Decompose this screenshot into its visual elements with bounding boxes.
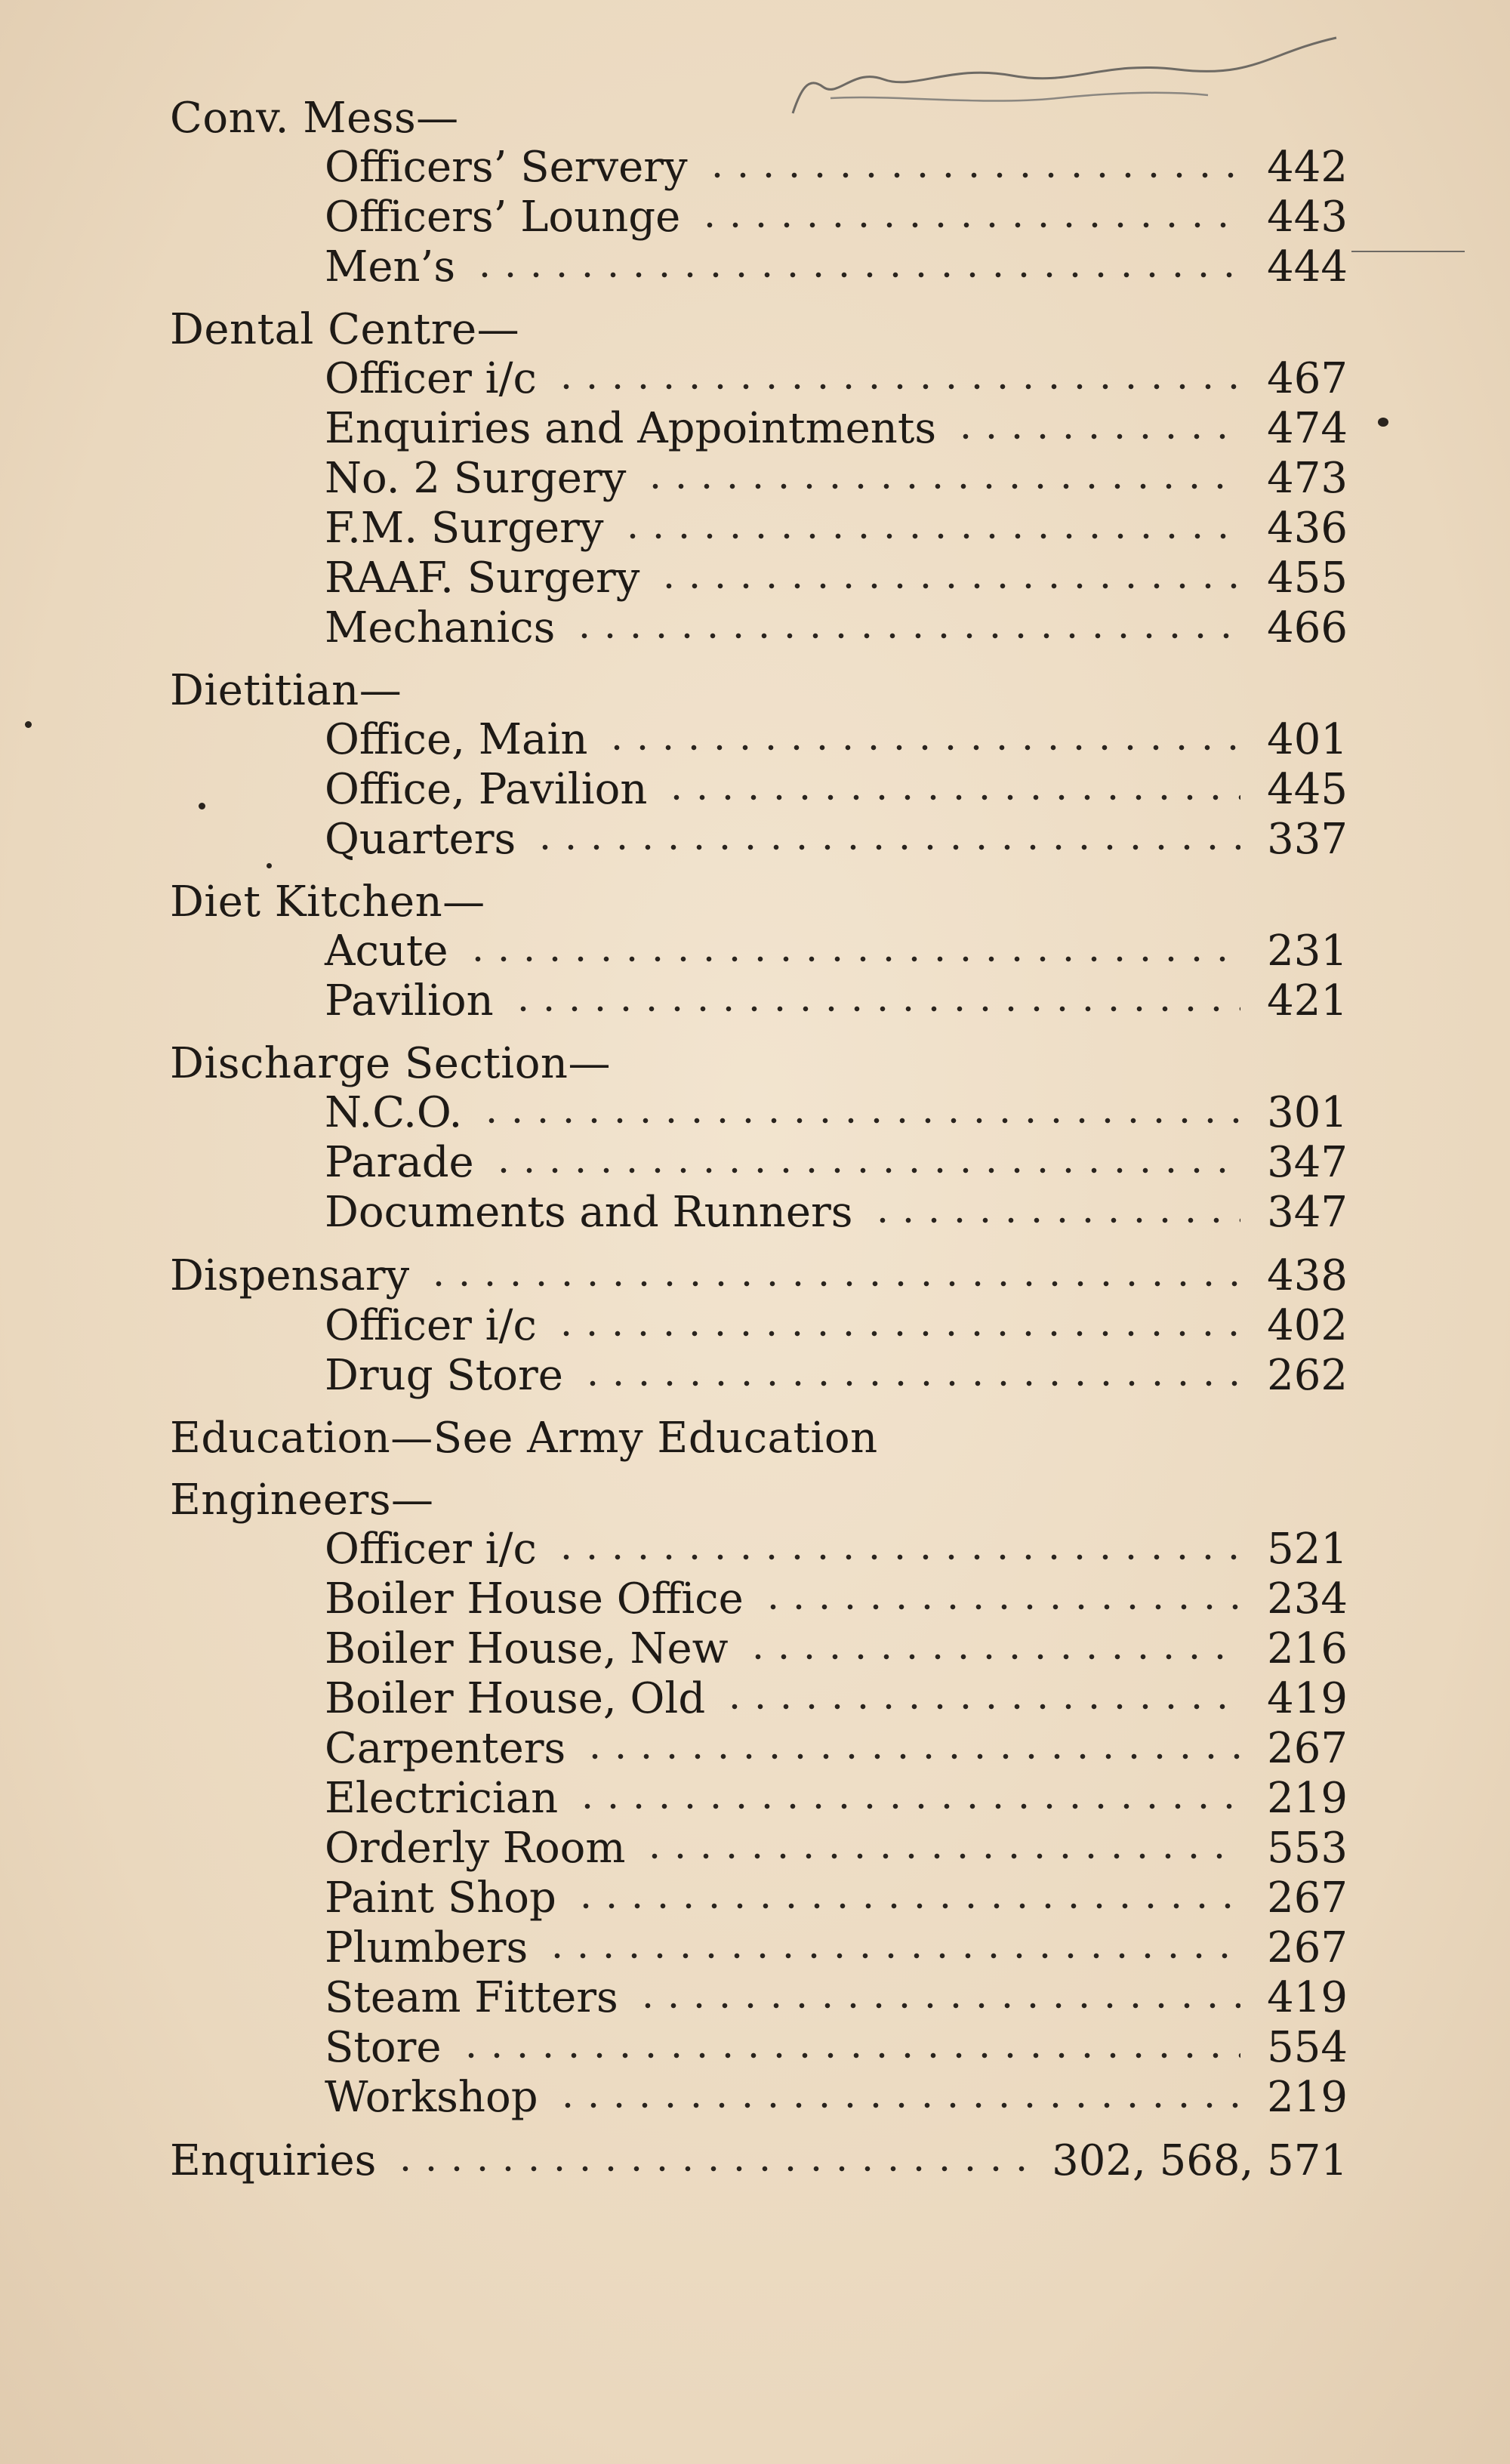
extension-number: 219 — [1267, 2073, 1348, 2122]
directory-entry — [170, 765, 1348, 815]
directory-entry — [170, 404, 1348, 454]
dot-leader — [580, 1378, 1240, 1389]
directory-entry — [170, 1923, 1348, 1973]
entry-label: Boiler House Office — [325, 1574, 744, 1624]
dot-leader — [953, 431, 1240, 442]
directory-entry — [170, 1973, 1348, 2023]
dot-leader — [582, 1751, 1240, 1762]
directory-entry — [170, 1251, 1348, 1301]
extension-number: 262 — [1267, 1351, 1348, 1400]
directory-entry — [170, 1301, 1348, 1351]
extension-number: 267 — [1267, 1923, 1348, 1972]
dot-leader — [642, 1851, 1240, 1861]
dot-leader — [664, 792, 1240, 803]
extension-number: 234 — [1267, 1574, 1348, 1624]
extension-number: 438 — [1267, 1251, 1348, 1300]
directory-entry — [170, 2073, 1348, 2123]
entry-label: Quarters — [325, 815, 516, 864]
entry-label: Officer i/c — [325, 1525, 537, 1574]
extension-number: 436 — [1267, 504, 1348, 553]
entry-label: Mechanics — [325, 603, 556, 652]
dot-leader — [491, 1165, 1240, 1176]
directory-section — [170, 1251, 1348, 1401]
section-title: Dental Centre— — [170, 305, 520, 354]
section-title: Dietitian— — [170, 666, 402, 715]
directory-entry — [170, 1351, 1348, 1401]
entry-label: Officers’ Servery — [325, 143, 688, 192]
entry-label: Officer i/c — [325, 354, 537, 403]
directory-section — [170, 2136, 1348, 2186]
entry-label: Orderly Room — [325, 1824, 626, 1873]
dot-leader — [575, 1801, 1240, 1812]
extension-number: 267 — [1267, 1873, 1348, 1923]
directory-entry — [170, 454, 1348, 504]
directory-entry — [170, 354, 1348, 404]
entry-label: Store — [325, 2023, 442, 2072]
dot-leader — [472, 270, 1240, 280]
extension-number: 337 — [1267, 815, 1348, 864]
extension-number: 419 — [1267, 1973, 1348, 2022]
dot-leader — [532, 842, 1240, 853]
dot-leader — [510, 1004, 1240, 1014]
section-title: Diet Kitchen— — [170, 877, 485, 927]
dot-leader — [604, 742, 1240, 753]
dot-leader — [656, 581, 1240, 591]
entry-label: Officer i/c — [325, 1301, 537, 1350]
entry-label: Documents and Runners — [325, 1188, 853, 1237]
directory-entry — [170, 603, 1348, 653]
dot-leader — [479, 1115, 1240, 1126]
entry-label: Office, Pavilion — [325, 765, 648, 814]
directory-entry — [170, 2023, 1348, 2073]
entry-label: Electrician — [325, 1774, 559, 1823]
extension-number: 219 — [1267, 1774, 1348, 1823]
directory-entry — [170, 1824, 1348, 1873]
entry-label: Drug Store — [325, 1351, 563, 1400]
dot-leader — [697, 220, 1240, 230]
directory-entry — [170, 1525, 1348, 1574]
directory-entry — [170, 815, 1348, 865]
dot-leader — [635, 2000, 1240, 2011]
extension-number: 443 — [1267, 193, 1348, 242]
directory-entry — [170, 1088, 1348, 1138]
extension-number: 521 — [1267, 1525, 1348, 1574]
directory-entry — [170, 1138, 1348, 1188]
extension-number: 455 — [1267, 554, 1348, 603]
entry-label: Enquiries — [170, 2136, 377, 2185]
directory-entry — [170, 554, 1348, 603]
dot-leader — [704, 170, 1240, 180]
dot-leader — [722, 1701, 1240, 1712]
dot-leader — [465, 954, 1240, 964]
entry-label: Steam Fitters — [325, 1973, 618, 2022]
dot-leader — [555, 2100, 1240, 2111]
directory-section — [170, 1040, 1348, 1238]
entry-label: No. 2 Surgery — [325, 454, 627, 503]
directory-entry — [170, 242, 1348, 292]
entry-label: F.M. Surgery — [325, 504, 604, 553]
directory-entry — [170, 927, 1348, 976]
dot-leader — [573, 1901, 1240, 1911]
dot-leader — [544, 1951, 1240, 1961]
entry-label: Boiler House, Old — [325, 1674, 706, 1723]
extension-number: 466 — [1267, 603, 1348, 652]
extension-number: 419 — [1267, 1674, 1348, 1723]
directory-section — [170, 94, 1348, 292]
extension-number: 231 — [1267, 927, 1348, 976]
extension-number: 474 — [1267, 404, 1348, 453]
dot-leader — [620, 531, 1240, 541]
section-title: Discharge Section— — [170, 1039, 611, 1088]
dot-leader — [553, 381, 1240, 392]
dot-leader — [458, 2050, 1241, 2061]
directory-entry — [170, 1724, 1348, 1774]
extension-number: 267 — [1267, 1724, 1348, 1773]
entry-label: Pavilion — [325, 976, 494, 1025]
extension-number: 402 — [1267, 1301, 1348, 1350]
directory-entry — [170, 1188, 1348, 1238]
entry-label: Dispensary — [170, 1251, 410, 1300]
directory-entry — [170, 1873, 1348, 1923]
extension-number: 401 — [1267, 715, 1348, 764]
directory-entry — [170, 1674, 1348, 1724]
entry-label: Paint Shop — [325, 1873, 556, 1923]
entry-label: Parade — [325, 1138, 474, 1187]
extension-number: 473 — [1267, 454, 1348, 503]
directory-entry — [170, 143, 1348, 193]
extension-number: 347 — [1267, 1138, 1348, 1187]
extension-number: 442 — [1267, 143, 1348, 192]
extension-number: 467 — [1267, 354, 1348, 403]
dot-leader — [870, 1215, 1240, 1226]
extension-number: 445 — [1267, 765, 1348, 814]
entry-label: Men’s — [325, 242, 456, 291]
entry-label: Carpenters — [325, 1724, 566, 1773]
directory-section — [170, 878, 1348, 1026]
dot-leader — [745, 1651, 1240, 1662]
entry-label: N.C.O. — [325, 1088, 463, 1137]
entry-label: Boiler House, New — [325, 1624, 729, 1673]
entry-label: Plumbers — [325, 1923, 528, 1972]
extension-number: 302, 568, 571 — [1052, 2136, 1348, 2185]
ink-dot — [1378, 418, 1388, 427]
directory-section — [170, 667, 1348, 865]
entry-label: Enquiries and Appointments — [325, 404, 937, 453]
directory-entry — [170, 1624, 1348, 1674]
extension-number: 553 — [1267, 1824, 1348, 1873]
entry-label: Workshop — [325, 2073, 538, 2122]
directory-entry — [170, 2136, 1348, 2186]
directory-section — [170, 1414, 1348, 1463]
entry-label: RAAF. Surgery — [325, 554, 640, 603]
directory-section — [170, 1476, 1348, 2123]
extension-number: 421 — [1267, 976, 1348, 1025]
entry-label: Officers’ Lounge — [325, 193, 681, 242]
extension-number: 216 — [1267, 1624, 1348, 1673]
section-title: Conv. Mess— — [170, 94, 459, 143]
directory-section — [170, 306, 1348, 653]
ink-dot — [25, 721, 32, 728]
pencil-line — [1351, 249, 1465, 254]
directory-entry — [170, 715, 1348, 765]
directory-entry — [170, 193, 1348, 242]
extension-number: 301 — [1267, 1088, 1348, 1137]
section-title: Engineers— — [170, 1476, 434, 1525]
dot-leader — [553, 1328, 1240, 1339]
dot-leader — [643, 481, 1240, 492]
dot-leader — [553, 1552, 1240, 1562]
directory-entry — [170, 504, 1348, 554]
directory-list — [170, 94, 1348, 2200]
extension-number: 554 — [1267, 2023, 1348, 2072]
dot-leader — [393, 2163, 1035, 2174]
dot-leader — [760, 1602, 1240, 1612]
extension-number: 444 — [1267, 242, 1348, 291]
section-title: Education—See Army Education — [170, 1414, 878, 1463]
directory-entry — [170, 1774, 1348, 1824]
extension-number: 347 — [1267, 1188, 1348, 1237]
entry-label: Acute — [325, 927, 448, 976]
dot-leader — [426, 1278, 1250, 1289]
directory-entry — [170, 976, 1348, 1026]
dot-leader — [572, 631, 1240, 641]
directory-entry — [170, 1574, 1348, 1624]
entry-label: Office, Main — [325, 715, 588, 764]
